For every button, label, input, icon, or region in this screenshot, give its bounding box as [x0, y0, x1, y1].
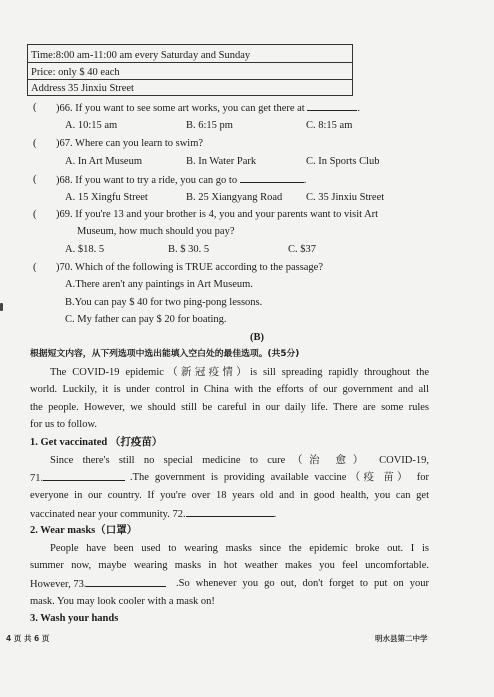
intro-line: the people. However, we should still be careful in our daily life. There are some rules	[30, 402, 429, 413]
option-a: A. 10:15 am	[65, 120, 118, 131]
option-c: C. $37	[288, 244, 317, 255]
option-b: B. 6:15 pm	[186, 120, 233, 131]
paragraph-line: .So whenever you go out, don't forget to put on your	[176, 578, 429, 589]
paragraph-line	[30, 471, 125, 485]
option-c: C. In Sports Club	[306, 156, 380, 167]
question-stem: )66. If you want to see some art works, you can get there at	[56, 103, 305, 114]
option-a: A. In Art Museum	[65, 156, 142, 167]
section-instruction: 根据短文内容，从下列选项中选出能填入空白处的最佳选项。(共5分)	[30, 349, 300, 359]
info-box	[27, 44, 353, 96]
paragraph-text: vaccinated near your community. 72.	[30, 509, 186, 520]
question-70: )70. Which of the following is TRUE according to the passage?	[56, 262, 324, 273]
answer-blank-73[interactable]	[86, 577, 166, 587]
paragraph-line: summer now, maybe wearing masks in hot weather makes you feel uncomfortable.	[30, 560, 429, 571]
paragraph-line: everyone in our country. If you're over 18 years old and in good health, you can get	[30, 490, 429, 501]
binding-mark	[0, 303, 3, 311]
subheading-masks: 2. Wear masks（口罩）	[30, 525, 138, 536]
option-b: B. In Water Park	[186, 156, 257, 167]
answer-blank-71[interactable]	[43, 471, 125, 481]
question-67: )67. Where can you learn to swim?	[56, 138, 204, 149]
subheading-wash: 3. Wash your hands	[30, 613, 119, 624]
stem-end: .	[303, 175, 307, 186]
option-a: A.There aren't any paintings in Art Museum.	[65, 279, 253, 290]
answer-paren: (	[33, 174, 37, 185]
info-time: Time:8:00 am-11:00 am every Saturday and Sunday	[31, 50, 251, 61]
option-a: A. $18. 5	[65, 244, 105, 255]
option-b: B. 25 Xiangyang Road	[186, 192, 283, 203]
intro-line: The COVID-19 epidemic（新冠疫情）is sill spreading rapidly throughout the	[50, 367, 429, 378]
school-name: 明水县第二中学	[375, 634, 428, 643]
answer-blank-72[interactable]	[186, 507, 274, 517]
answer-paren: (	[33, 138, 37, 149]
paragraph-line: Since there's still no special medicine to cure（治 愈） COVID-19,	[50, 455, 429, 466]
subheading-vaccinated: 1. Get vaccinated （打疫苗）	[30, 437, 163, 448]
answer-blank[interactable]	[307, 101, 357, 111]
option-a: A. 15 Xingfu Street	[65, 192, 148, 203]
info-address: Address 35 Jinxiu Street	[31, 83, 134, 94]
divider	[28, 79, 352, 80]
question-69: )69. If you're 13 and your brother is 4, you and your parents want to visit Art	[56, 209, 379, 220]
question-68	[56, 173, 306, 187]
divider	[28, 62, 352, 63]
option-c: C. My father can pay $ 20 for boating.	[65, 314, 227, 325]
question-66	[56, 101, 360, 115]
intro-line: for us to follow.	[30, 419, 97, 430]
paragraph-text: However, 73.	[30, 579, 87, 590]
intro-line: world. Luckily, it is under control in China with the efforts of our government and all	[30, 384, 429, 395]
question-stem: )68. If you want to try a ride, you can go to	[56, 175, 238, 186]
option-c: C. 35 Jinxiu Street	[306, 192, 385, 203]
answer-paren: (	[33, 102, 37, 113]
answer-paren: (	[33, 209, 37, 220]
option-c: C. 8:15 am	[306, 120, 353, 131]
paragraph-line: mask. You may look cooler with a mask on!	[30, 596, 215, 607]
option-b: B. $ 30. 5	[168, 244, 210, 255]
section-heading: (B)	[250, 332, 264, 343]
answer-paren: (	[33, 262, 37, 273]
sentence-end: .	[273, 509, 277, 520]
page-number: 4 页 共 6 页	[6, 634, 50, 643]
paragraph-line: People have been used to wearing masks since the epidemic broke out. I is	[50, 543, 429, 554]
stem-end: .	[357, 103, 360, 114]
option-b: B.You can pay $ 40 for two ping-pong lessons.	[65, 297, 263, 308]
paragraph-line: .The government is providing available vaccine（疫 苗） for	[130, 472, 429, 483]
paragraph-line	[30, 507, 276, 521]
paragraph-line	[30, 577, 166, 591]
question-69-cont: Museum, how much should you pay?	[77, 226, 235, 237]
info-price: Price: only $ 40 each	[31, 67, 120, 78]
answer-blank[interactable]	[240, 173, 304, 183]
blank-number-71: 71.	[30, 473, 44, 484]
